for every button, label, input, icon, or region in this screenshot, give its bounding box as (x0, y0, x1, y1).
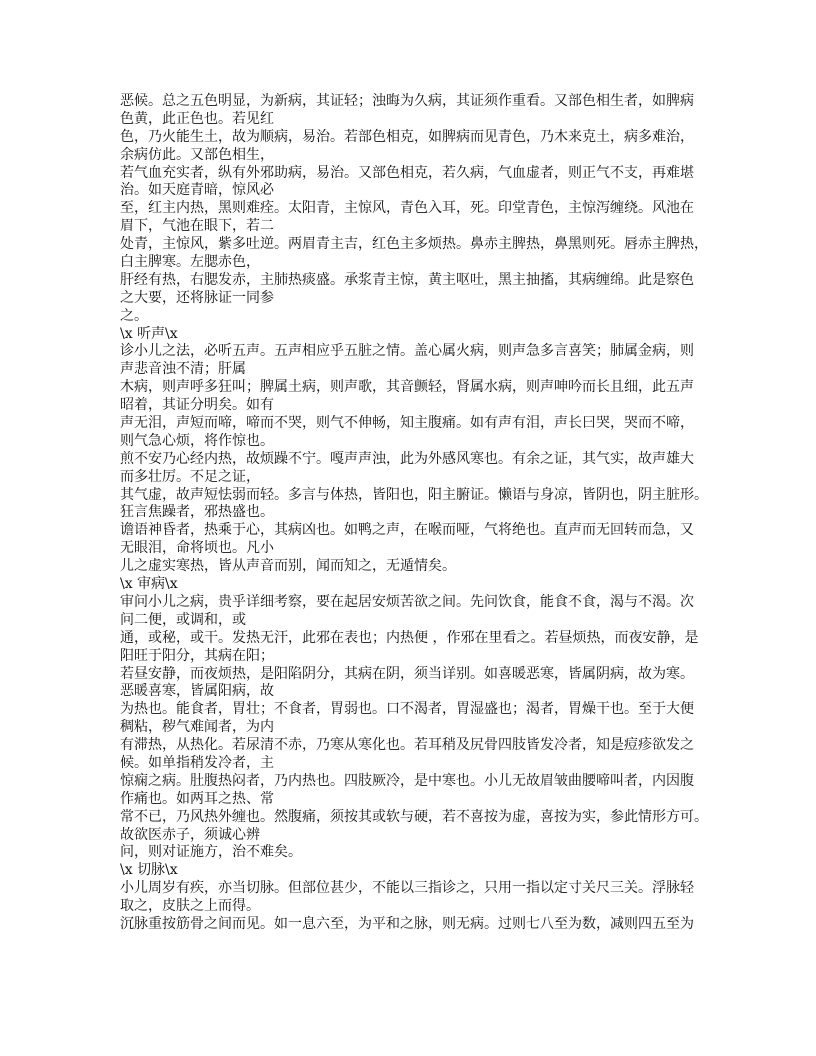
text-line: 肝经有热，右腮发赤，主肺热痰盛。承浆青主惊，黄主呕吐，黑主抽搐，其病缠绵。此是察色 (120, 271, 694, 288)
section-heading: \x 听声\x (120, 325, 178, 342)
text-line: 常不已，乃风热外缠也。然腹痛，须按其或软与硬，若不喜按为虚，喜按为实，参此情形方可。 (120, 808, 708, 825)
text-line: 之。 (120, 307, 148, 324)
text-line: 治。如天庭青暗，惊风必 (120, 182, 274, 199)
text-line: 候。如单指稍发冷者，主 (120, 754, 274, 771)
text-line: 昭着，其证分明矣。如有 (120, 397, 274, 414)
text-line: 诊小儿之法，必听五声。五声相应乎五脏之情。盖心属火病，则声急多言喜笑；肺属金病，则 (120, 343, 694, 360)
text-line: 白主脾寒。左腮赤色， (120, 254, 260, 271)
text-line: 煎不安乃心经内热，故烦躁不宁。嘎声声浊，此为外感风寒也。有余之证，其气实，故声雄大 (120, 450, 694, 467)
text-line: 色，乃火能生土，故为顺病，易治。若部色相克，如脾病而见青色，乃木来克土，病多难治， (120, 128, 694, 145)
text-line: 取之，皮肤之上而得。 (120, 898, 260, 915)
text-line: 色黄，此正色也。若见红 (120, 110, 274, 127)
text-line: 问，则对证施方，治不难矣。 (120, 844, 302, 861)
text-line: 作痛也。如两耳之热、常 (120, 790, 274, 807)
text-line: 恶暖喜寒，皆属阳病，故 (120, 683, 274, 700)
text-line: 声悲音浊不清；肝属 (120, 361, 246, 378)
text-line: 若气血充实者，纵有外邪助病，易治。又部色相克，若久病，气血虚者，则正气不支，再难堪 (120, 164, 694, 181)
text-line: 木病，则声呼多狂叫；脾属土病，则声歌，其音颤轻，肾属水病，则声呻吟而长且细，此五声 (120, 379, 694, 396)
text-line: 之大要，还将脉证一同参 (120, 289, 274, 306)
document-body (120, 93, 710, 934)
text-line: 审问小儿之病，贵乎详细考察，要在起居安烦苦欲之间。先问饮食，能食不食，渴与不渴。次 (120, 593, 694, 610)
text-line: 惊痫之病。肚腹热闷者，乃内热也。四肢厥冷，是中寒也。小儿无故眉皱曲腰啼叫者，内因腹 (120, 772, 694, 789)
text-line: 声无泪，声短而啼，啼而不哭，则气不伸畅，知主腹痛。如有声有泪，声长曰哭，哭而不啼， (120, 415, 694, 432)
text-line: 沉脉重按筋骨之间而见。如一息六至，为平和之脉，则无病。过则七八至为数，减则四五至为 (120, 915, 694, 932)
text-line: 处青，主惊风，紫多吐逆。两眉青主吉，红色主多烦热。鼻赤主脾热，鼻黑则死。唇赤主脾热， (120, 236, 708, 253)
text-line: 至，红主内热，黑则难痊。太阳青，主惊风，青色入耳，死。印堂青色，主惊泻缠绕。风池在 (120, 200, 694, 217)
text-line: 小儿周岁有疾，亦当切脉。但部位甚少，不能以三指诊之，只用一指以定寸关尺三关。浮脉轻 (120, 880, 694, 897)
text-line: 则气急心烦，将作惊也。 (120, 432, 274, 449)
text-line: 通，或秘，或干。发热无汗，此邪在表也；内热便 ，作邪在里看之。若昼烦热，而夜安静，是 (120, 629, 699, 646)
text-line: 为热也。能食者，胃壮；不食者，胃弱也。口不渴者，胃湿盛也；渴者，胃燥干也。至于大便 (120, 701, 694, 718)
text-line: 其气虚，故声短怯弱而轻。多言与体热，皆阳也，阳主腑证。懒语与身凉，皆阴也，阴主脏形。 (120, 486, 708, 503)
text-line: 有滞热，从热化。若尿清不赤，乃寒从寒化也。若耳稍及尻骨四肢皆发冷者，知是痘疹欲发之 (120, 737, 694, 754)
text-line: 故欲医赤子，须诚心辨 (120, 826, 260, 843)
text-line: 狂言焦躁者，邪热盛也。 (120, 504, 274, 521)
text-line: 阳旺于阳分，其病在阳； (120, 647, 274, 664)
text-line: 稠粘，秽气难闻者，为内 (120, 719, 274, 736)
text-line: 无眼泪，命将顷也。凡小 (120, 540, 274, 557)
text-line: 若昼安静，而夜烦热，是阳陷阴分，其病在阴，须当详别。如喜暖恶寒，皆属阴病，故为寒。 (120, 665, 694, 682)
section-heading: \x 切脉\x (120, 862, 178, 879)
text-line: 问二便，或调和，或 (120, 611, 246, 628)
text-line: 眉下，气池在眼下，若二 (120, 218, 274, 235)
text-line: 恶候。总之五色明显，为新病，其证轻；浊晦为久病，其证须作重看。又部色相生者，如脾病 (120, 93, 694, 109)
section-heading: \x 审病\x (120, 576, 178, 593)
text-line: 儿之虚实寒热，皆从声音而别，闻而知之，无遁情矣。 (120, 558, 456, 575)
text-line: 谵语神昏者，热乘于心，其病凶也。如鸭之声，在喉而哑，气将绝也。直声而无回转而急，又 (120, 522, 694, 539)
text-line: 余病仿此。又部色相生， (120, 146, 274, 163)
text-line: 而多壮厉。不足之证， (120, 468, 260, 485)
